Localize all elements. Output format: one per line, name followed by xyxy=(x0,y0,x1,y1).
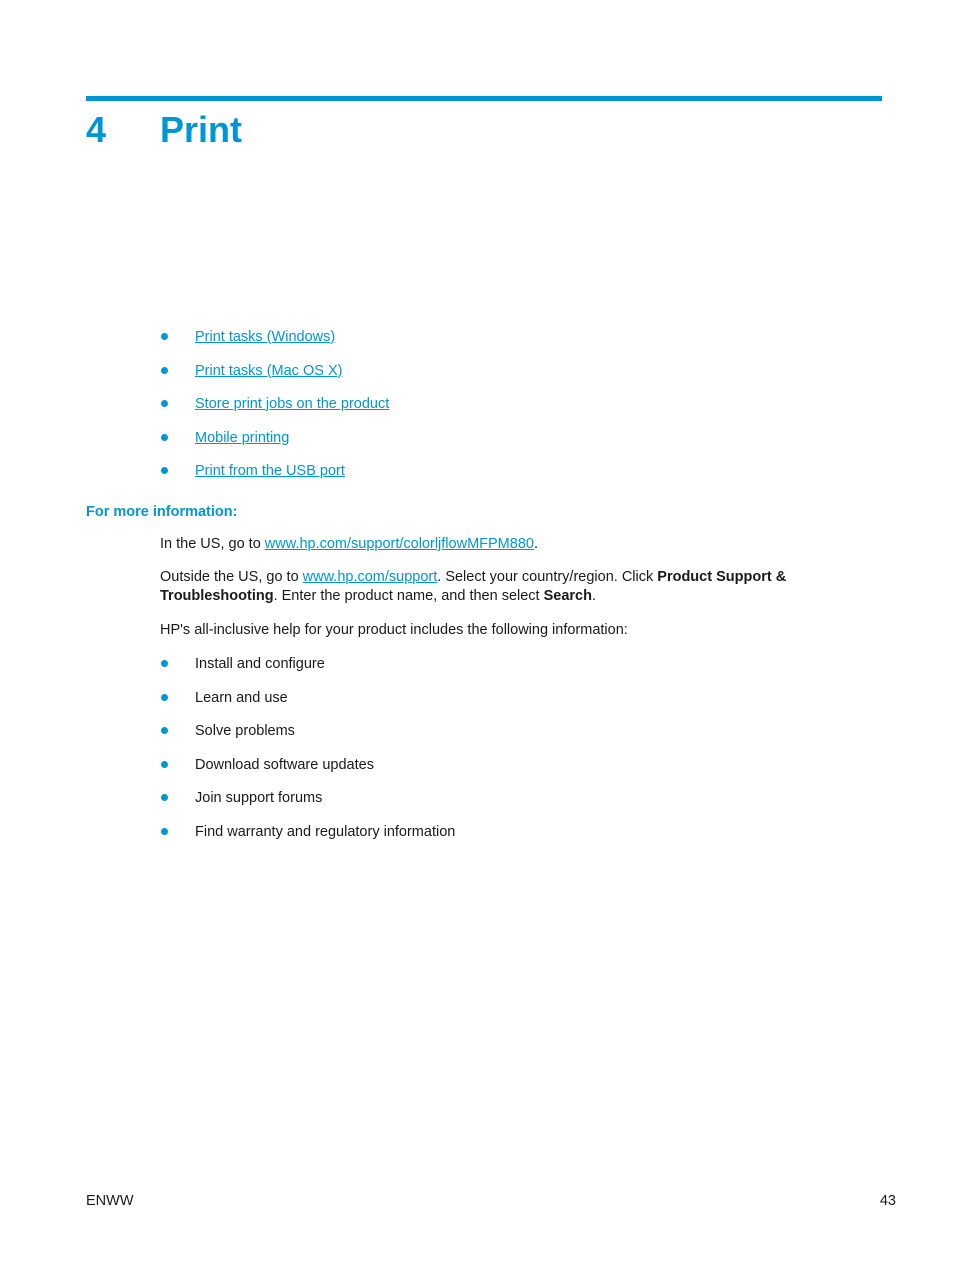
us-suffix-text: . xyxy=(533,536,538,552)
link-print-tasks-mac[interactable]: Print tasks (Mac OS X) xyxy=(195,362,343,379)
bullet-icon xyxy=(161,660,168,667)
help-item-label: Find warranty and regulatory information xyxy=(195,823,456,840)
product-support-label: Product Support & Troubleshooting xyxy=(160,569,787,604)
list-item xyxy=(160,429,389,447)
chapter-title: Print xyxy=(160,109,243,150)
more-info-heading: For more information: xyxy=(86,504,238,520)
list-item xyxy=(160,722,455,740)
bullet-icon xyxy=(161,434,168,441)
bullet-icon xyxy=(161,400,168,407)
chapter-contents-list xyxy=(160,328,389,496)
help-item-label: Install and configure xyxy=(195,656,325,672)
help-item-label: Solve problems xyxy=(195,723,295,740)
bullet-icon xyxy=(161,694,168,701)
us-support-paragraph xyxy=(160,535,840,554)
outside-support-link[interactable]: www.hp.com/support xyxy=(302,569,438,585)
help-item-label: Download software updates xyxy=(195,756,374,773)
chapter-rule xyxy=(86,96,882,101)
list-item xyxy=(160,789,455,807)
bullet-icon xyxy=(161,761,168,768)
list-item xyxy=(160,328,389,346)
help-intro-paragraph: HP's all-inclusive help for your product includes the following information: xyxy=(160,622,628,638)
link-mobile-printing[interactable]: Mobile printing xyxy=(195,429,290,446)
list-item xyxy=(160,362,389,380)
list-item xyxy=(160,823,455,841)
page-number: 43 xyxy=(879,1193,896,1209)
search-label: Search xyxy=(543,588,592,604)
outside-suffix-text: . xyxy=(591,588,597,604)
bullet-icon xyxy=(161,794,168,801)
outside-prefix-text: Outside the US, go to xyxy=(160,569,303,585)
help-item-label: Learn and use xyxy=(195,689,288,706)
help-item-label: Join support forums xyxy=(195,790,323,807)
link-print-usb-port[interactable]: Print from the USB port xyxy=(195,463,345,479)
list-item xyxy=(160,655,455,673)
link-print-tasks-windows[interactable]: Print tasks (Windows) xyxy=(195,329,336,345)
help-topics-list xyxy=(160,655,455,857)
list-item xyxy=(160,395,389,413)
bullet-icon xyxy=(161,367,168,374)
footer-label: ENWW xyxy=(86,1193,134,1209)
list-item xyxy=(160,462,389,480)
outside-mid-text: . Select your country/region. Click xyxy=(437,569,658,585)
list-item xyxy=(160,689,455,707)
us-prefix-text: In the US, go to xyxy=(160,536,265,552)
bullet-icon xyxy=(161,467,168,474)
bullet-icon xyxy=(161,828,168,835)
bullet-icon xyxy=(161,727,168,734)
outside-us-paragraph xyxy=(160,568,840,606)
us-support-link[interactable]: www.hp.com/support/colorljflowMFPM880 xyxy=(264,536,534,552)
link-store-print-jobs[interactable]: Store print jobs on the product xyxy=(195,396,390,412)
bullet-icon xyxy=(161,333,168,340)
chapter-number: 4 xyxy=(86,109,107,150)
outside-mid2-text: . Enter the product name, and then select xyxy=(273,588,544,604)
list-item xyxy=(160,756,455,774)
